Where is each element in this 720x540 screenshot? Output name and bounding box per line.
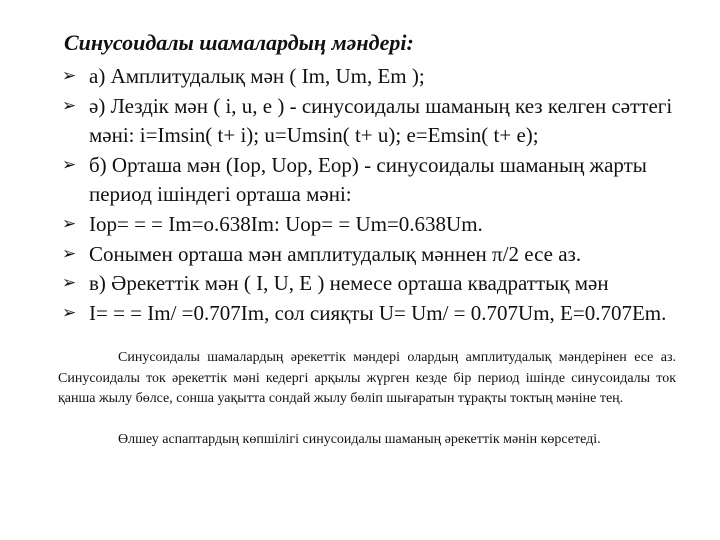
arrow-bullet-icon: ➢ bbox=[62, 243, 77, 264]
arrow-bullet-icon: ➢ bbox=[62, 66, 77, 86]
bullet-list bbox=[62, 62, 692, 328]
bullet-text: I= = = Im/ =0.707Im, сол сияқты U= Um/ = 0.707Um, E=0.707Em. bbox=[89, 300, 667, 325]
body-paragraph: Өлшеу аспаптардың көпшілігі синусоидалы шаманың әрекеттік мәнін көрсетеді. bbox=[118, 432, 601, 447]
bullet-item-average-ratio bbox=[62, 240, 692, 270]
bullet-text: ә) Лездік мән ( i, u, e ) - синусоидалы шаманың кез келген сәттегі мәні: i=Imsin( t+ i); u=Umsin( t+ u); e=Emsin( t+ e); bbox=[89, 93, 678, 148]
bullet-item-effective bbox=[62, 269, 692, 299]
bullet-text: Сонымен орташа мән амплитудалық мәннен π/2 есе аз. bbox=[89, 241, 582, 266]
arrow-bullet-icon: ➢ bbox=[62, 273, 77, 294]
bullet-item-average bbox=[62, 151, 692, 210]
bullet-text: Iop= = = Im=o.638Im: Uop= = Um=0.638Um. bbox=[89, 211, 483, 236]
arrow-bullet-icon: ➢ bbox=[62, 213, 77, 234]
bullet-item-average-formula bbox=[62, 210, 692, 240]
arrow-bullet-icon: ➢ bbox=[62, 95, 77, 116]
bullet-text: б) Орташа мән (Iop, Uop, Eop) - синусоидалы шаманың жарты период ішіндегі орташа мәні: bbox=[89, 152, 653, 207]
body-paragraph: Синусоидалы шамалардың әрекеттік мәндері олардың амплитудалық мәндерінен есе аз. Синусоидалы ток әрекеттік мәні кедергі арқылы жүрген кезде бір период ішінде синусоидалы ток қанша жылу бөлсе, сонша уақытта сондай жылу бөліп шығаратын тұрақты токтың мәніне тең. bbox=[58, 350, 676, 406]
bullet-text: а) Амплитудалық мән ( Im, Um, Em ); bbox=[89, 64, 425, 88]
bullet-item-effective-formula bbox=[62, 299, 692, 329]
bullet-item-instantaneous bbox=[62, 92, 692, 151]
bullet-item-amplitude bbox=[62, 62, 692, 92]
slide-title: Синусоидалы шамалардың мәндері: bbox=[64, 30, 414, 55]
arrow-bullet-icon: ➢ bbox=[62, 154, 77, 175]
bullet-text: в) Әрекеттік мән ( I, U, E ) немесе орташа квадраттық мән bbox=[89, 271, 609, 296]
arrow-bullet-icon: ➢ bbox=[62, 302, 77, 323]
